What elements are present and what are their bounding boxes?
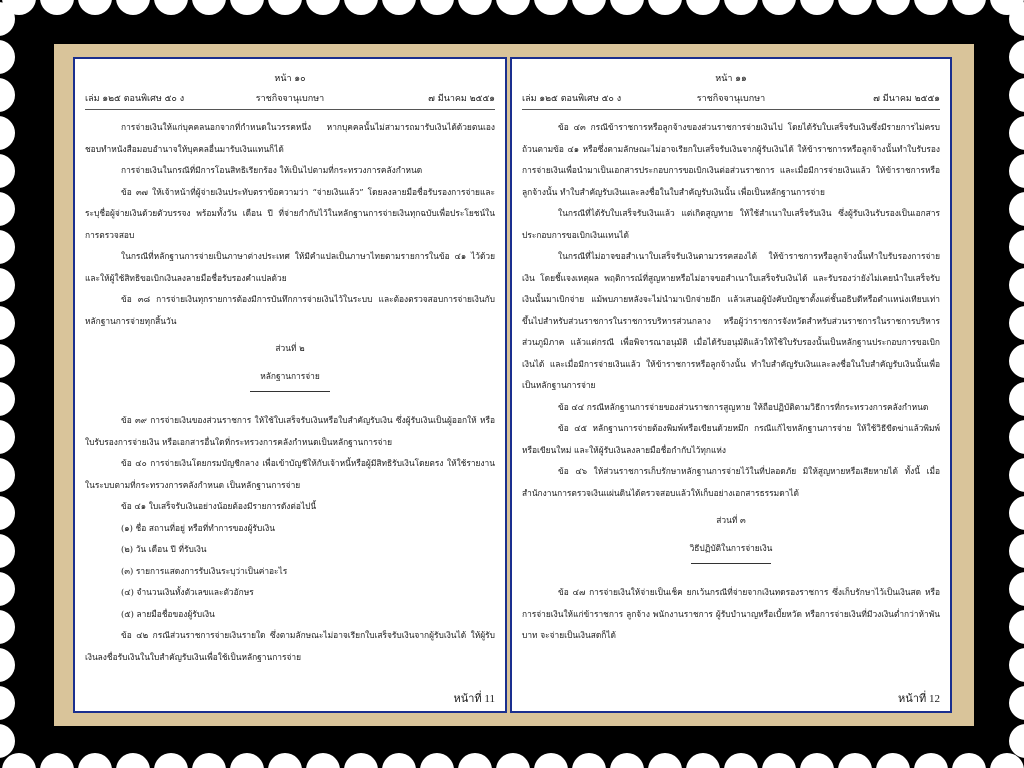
volume-label: เล่ม ๑๒๕ ตอนพิเศษ ๕๐ ง — [85, 94, 185, 104]
paragraph: ข้อ ๔๒ กรณีส่วนราชการจ่ายเงินรายใด ซึ่งตามลักษณะไม่อาจเรียกใบเสร็จรับเงินจากผู้รับเงินได้ ให้ผู้รับเงินลงชื่อรับเงินในใบสำคัญรับเงินเพื่อใช้เป็นหลักฐานการจ่าย — [85, 630, 495, 662]
list-item: (๕) ลายมือชื่อของผู้รับเงิน — [121, 608, 215, 619]
page-footer-label: หน้าที่ 11 — [453, 693, 495, 705]
page-body — [85, 117, 495, 668]
list-item: (๒) วัน เดือน ปี ที่รับเงิน — [121, 544, 207, 554]
list-item: (๔) จำนวนเงินทั้งตัวเลขและตัวอักษร — [121, 587, 254, 597]
section-number: ส่วนที่ ๒ — [275, 343, 305, 353]
paragraph: การจ่ายเงินในกรณีที่มีการโอนสิทธิเรียกร้อง ให้เป็นไปตามที่กระทรวงการคลังกำหนด — [121, 165, 423, 175]
paragraph: ในกรณีที่ไม่อาจขอสำเนาใบเสร็จรับเงินตามวรรคสองได้ ให้ข้าราชการหรือลูกจ้างนั้นทำใบรับรองการจ่ายเงิน โดยชี้แจงเหตุผล พฤติการณ์ที่สูญหายหรือไม่อาจขอสำเนาใบเสร็จรับเงินได้ และรับรองว่ายังไม่เคยนำใบเสร็จรับเงินนั้นมาเบิกจ่าย แม้พบภายหลังจะไม่นำมาเบิกจ่ายอีก แล้วเสนอผู้บังคับบัญชาตั้งแต่ชั้นอธิบดีหรือตำแหน่งเทียบเท่าขึ้นไปสำหรับส่วนราชการในราชการบริหารส่วนกลาง หรือผู้ว่าราชการจังหวัดสำหรับส่วนราชการในราชการบริหารส่วนภูมิภาค แล้วแต่กรณี เพื่อพิจารณาอนุมัติ เมื่อได้รับอนุมัติแล้วให้ใช้ใบรับรองนั้นเป็นหลักฐานประกอบการขอเบิกเงินได้ และเมื่อมีการจ่ายเงินแล้ว ให้ข้าราชการหรือลูกจ้างนั้น ทำใบสำคัญรับเงินและลงชื่อในใบสำคัญรับเงินนั้นเพื่อเป็นหลักฐานการจ่าย — [522, 251, 940, 390]
section-number: ส่วนที่ ๓ — [716, 515, 746, 525]
page-number: หน้า ๑๑ — [715, 74, 747, 84]
paragraph: การจ่ายเงินให้แก่บุคคลนอกจากที่กำหนดในวรรคหนึ่ง หากบุคคลนั้นไม่สามารถมารับเงินได้ด้วยตนเอง ชอบทำหนังสือมอบอำนาจให้บุคคลอื่นมารับเงินแทนก็ได้ — [85, 122, 495, 154]
paragraph: ข้อ ๔๕ หลักฐานการจ่ายต้องพิมพ์หรือเขียนด้วยหมึก กรณีแก้ไขหลักฐานการจ่าย ให้ใช้วิธีขีดฆ่าแล้วพิมพ์หรือเขียนใหม่ และให้ผู้รับเงินลงลายมือชื่อกำกับไว้ทุกแห่ง — [522, 423, 940, 455]
paragraph: ในกรณีที่ได้รับใบเสร็จรับเงินแล้ว แต่เกิดสูญหาย ให้ใช้สำเนาใบเสร็จรับเงิน ซึ่งผู้รับเงินรับรองเป็นเอกสารประกอบการขอเบิกเงินแทนได้ — [522, 208, 940, 240]
paragraph: ข้อ ๓๙ การจ่ายเงินของส่วนราชการ ให้ใช้ใบเสร็จรับเงินหรือใบสำคัญรับเงิน ซึ่งผู้รับเงินเป็นผู้ออกให้ หรือใบรับรองการจ่ายเงิน หรือเอกสารอื่นใดที่กระทรวงการคลังกำหนดเป็นหลักฐานการจ่าย — [85, 415, 495, 447]
paragraph: ข้อ ๔๓ กรณีข้าราชการหรือลูกจ้างของส่วนราชการจ่ายเงินไป โดยได้รับใบเสร็จรับเงินซึ่งมีรายการไม่ครบถ้วนตามข้อ ๔๑ หรือซึ่งตามลักษณะไม่อาจเรียกใบเสร็จรับเงินจากผู้รับเงินได้ ให้ข้าราชการหรือลูกจ้างนั้นทำใบรับรองการจ่ายเงินเพื่อนำมาเป็นเอกสารประกอบการขอเบิกเงินต่อส่วนราชการ และเมื่อมีการจ่ายเงินแล้ว ให้ข้าราชการหรือลูกจ้างนั้น ทำใบสำคัญรับเงินและลงชื่อในใบสำคัญรับเงินนั้น เพื่อเป็นหลักฐานการจ่าย — [522, 122, 940, 197]
list-item: (๑) ชื่อ สถานที่อยู่ หรือที่ทำการของผู้รับเงิน — [121, 522, 275, 533]
volume-label: เล่ม ๑๒๕ ตอนพิเศษ ๕๐ ง — [522, 94, 622, 104]
paragraph: ข้อ ๔๐ การจ่ายเงินโดยกรมบัญชีกลาง เพื่อเข้าบัญชีให้กับเจ้าหนี้หรือผู้มีสิทธิรับเงินโดยตรง ให้ใช้รายงานในระบบตามที่กระทรวงการคลังกำหนด เป็นหลักฐานการจ่าย — [85, 458, 495, 490]
section-divider — [250, 391, 330, 392]
gazette-label: ราชกิจจานุเบกษา — [255, 94, 325, 104]
section-divider — [691, 563, 771, 564]
page-header — [522, 69, 940, 110]
paragraph: ข้อ ๓๗ ให้เจ้าหน้าที่ผู้จ่ายเงินประทับตราข้อความว่า “จ่ายเงินแล้ว” โดยลงลายมือชื่อรับรองการจ่ายและระบุชื่อผู้จ่ายเงินด้วยตัวบรรจง พร้อมทั้งวัน เดือน ปี ที่จ่ายกำกับไว้ในหลักฐานการจ่ายเงินทุกฉบับเพื่อประโยชน์ในการตรวจสอบ — [85, 186, 495, 240]
gazette-page-left — [73, 57, 507, 713]
gazette-page-right — [510, 57, 952, 713]
date-label: ๗ มีนาคม ๒๕๕๑ — [428, 94, 495, 104]
section-title: หลักฐานการจ่าย — [260, 370, 320, 381]
page-footer-label: หน้าที่ 12 — [898, 693, 940, 705]
paragraph: ในกรณีที่หลักฐานการจ่ายเป็นภาษาต่างประเทศ ให้มีคำแปลเป็นภาษาไทยตามรายการในข้อ ๔๑ ไว้ด้วย และให้ผู้ใช้สิทธิขอเบิกเงินลงลายมือชื่อรับรองคำแปลด้วย — [85, 251, 495, 283]
page-header — [85, 69, 495, 110]
paragraph: ข้อ ๔๑ ใบเสร็จรับเงินอย่างน้อยต้องมีรายการดังต่อไปนี้ — [121, 501, 317, 511]
page-body — [522, 117, 940, 647]
section-title: วิธีปฏิบัติในการจ่ายเงิน — [689, 542, 773, 553]
date-label: ๗ มีนาคม ๒๕๕๑ — [873, 94, 940, 104]
paragraph: ข้อ ๓๘ การจ่ายเงินทุกรายการต้องมีการบันทึกการจ่ายเงินไว้ในระบบ และต้องตรวจสอบการจ่ายเงินกับหลักฐานการจ่ายทุกสิ้นวัน — [85, 294, 495, 326]
paragraph: ข้อ ๔๗ การจ่ายเงินให้จ่ายเป็นเช็ค ยกเว้นกรณีที่จ่ายจากเงินทดรองราชการ ซึ่งเก็บรักษาไว้เป็นเงินสด หรือการจ่ายเงินให้แก่ข้าราชการ ลูกจ้าง พนักงานราชการ ผู้รับบำนาญหรือเบี้ยหวัด หรือการจ่ายเงินที่มีวงเงินต่ำกว่าห้าพันบาท จะจ่ายเป็นเงินสดก็ได้ — [522, 587, 940, 640]
paragraph: ข้อ ๔๔ กรณีหลักฐานการจ่ายของส่วนราชการสูญหาย ให้ถือปฏิบัติตามวิธีการที่กระทรวงการคลังกำหนด — [558, 401, 929, 412]
gazette-label: ราชกิจจานุเบกษา — [696, 94, 766, 104]
paragraph: ข้อ ๔๖ ให้ส่วนราชการเก็บรักษาหลักฐานการจ่ายไว้ในที่ปลอดภัย มิให้สูญหายหรือเสียหายได้ ทั้งนี้ เมื่อสำนักงานการตรวจเงินแผ่นดินได้ตรวจสอบแล้วให้เก็บอย่างเอกสารธรรมดาได้ — [522, 466, 940, 498]
list-item: (๓) รายการแสดงการรับเงินระบุว่าเป็นค่าอะไร — [121, 565, 288, 576]
page-number: หน้า ๑๐ — [274, 74, 306, 84]
